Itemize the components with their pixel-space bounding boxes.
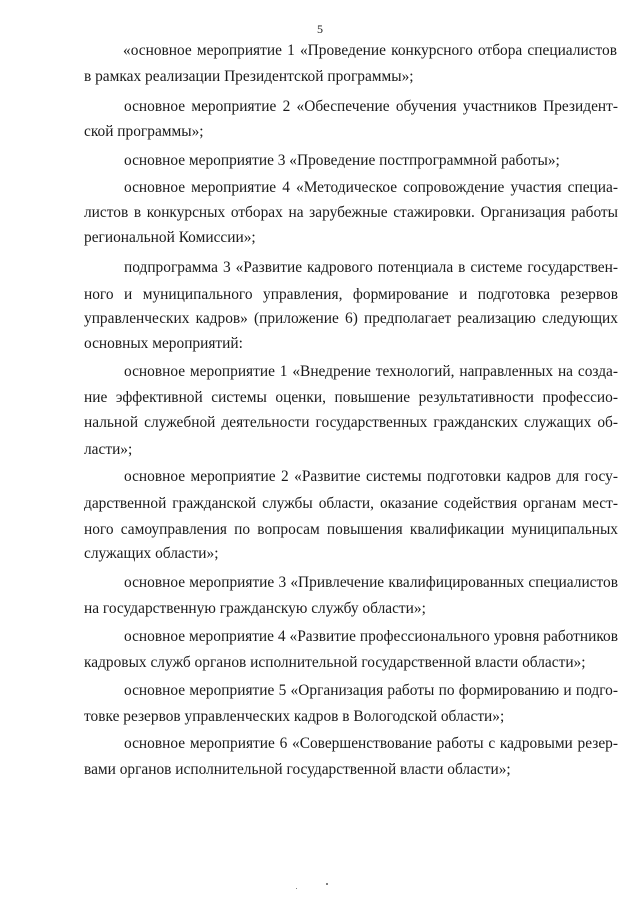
- text-line: основное мероприятие 3 «Привлечение квалифицированных специалистов: [124, 574, 618, 591]
- text-line: ние эффективной системы оценки, повышение результативности профессио-: [84, 389, 618, 406]
- text-line: основное мероприятие 4 «Методическое сопровождение участия специа-: [124, 179, 618, 196]
- text-line: ласти»;: [84, 441, 133, 458]
- text-line: основное мероприятие 4 «Развитие профессионального уровня работников: [124, 628, 618, 645]
- text-line: нальной служебной деятельности государственных гражданских служащих об-: [84, 414, 618, 431]
- page-number: 5: [317, 22, 323, 36]
- text-line: ного самоуправления по вопросам повышения квалификации муниципальных: [84, 521, 618, 538]
- text-line: в рамках реализации Президентской программы»;: [84, 68, 414, 85]
- text-line: дарственной гражданской службы области, оказание содействия органам мест-: [84, 495, 618, 512]
- text-line: на государственную гражданскую службу области»;: [84, 600, 426, 617]
- text-line: подпрограмма 3 «Развитие кадрового потенциала в системе государствен-: [124, 259, 618, 276]
- text-line: служащих области»;: [84, 545, 219, 562]
- text-line: «основное мероприятие 1 «Проведение конкурсного отбора специалистов: [123, 42, 617, 59]
- text-line: управленческих кадров» (приложение 6) предполагает реализацию следующих: [84, 310, 618, 327]
- text-line: ного и муниципального управления, формирование и подготовка резервов: [84, 286, 618, 303]
- text-line: основное мероприятие 2 «Развитие системы подготовки кадров для госу-: [124, 468, 618, 485]
- text-line: вами органов исполнительной государственной власти области»;: [84, 761, 511, 778]
- text-line: основное мероприятие 5 «Организация работы по формированию и подго-: [124, 682, 618, 699]
- text-line: товке резервов управленческих кадров в Вологодской области»;: [84, 708, 505, 725]
- text-line: листов в конкурсных отборах на зарубежные стажировки. Организация работы: [84, 204, 618, 221]
- text-line: основных мероприятий:: [84, 335, 243, 352]
- scan-speck: [326, 883, 328, 885]
- text-line: основное мероприятие 2 «Обеспечение обучения участников Президент-: [124, 98, 618, 115]
- text-line: основное мероприятие 6 «Совершенствование работы с кадровыми резер-: [124, 735, 618, 752]
- scan-speck: [296, 888, 297, 889]
- text-line: региональной Комиссии»;: [84, 229, 256, 246]
- text-line: кадровых служб органов исполнительной государственной власти области»;: [84, 654, 586, 671]
- text-line: основное мероприятие 1 «Внедрение технологий, направленных на созда-: [124, 363, 618, 380]
- text-line: ской программы»;: [84, 123, 204, 140]
- text-line: основное мероприятие 3 «Проведение постпрограммной работы»;: [124, 152, 560, 169]
